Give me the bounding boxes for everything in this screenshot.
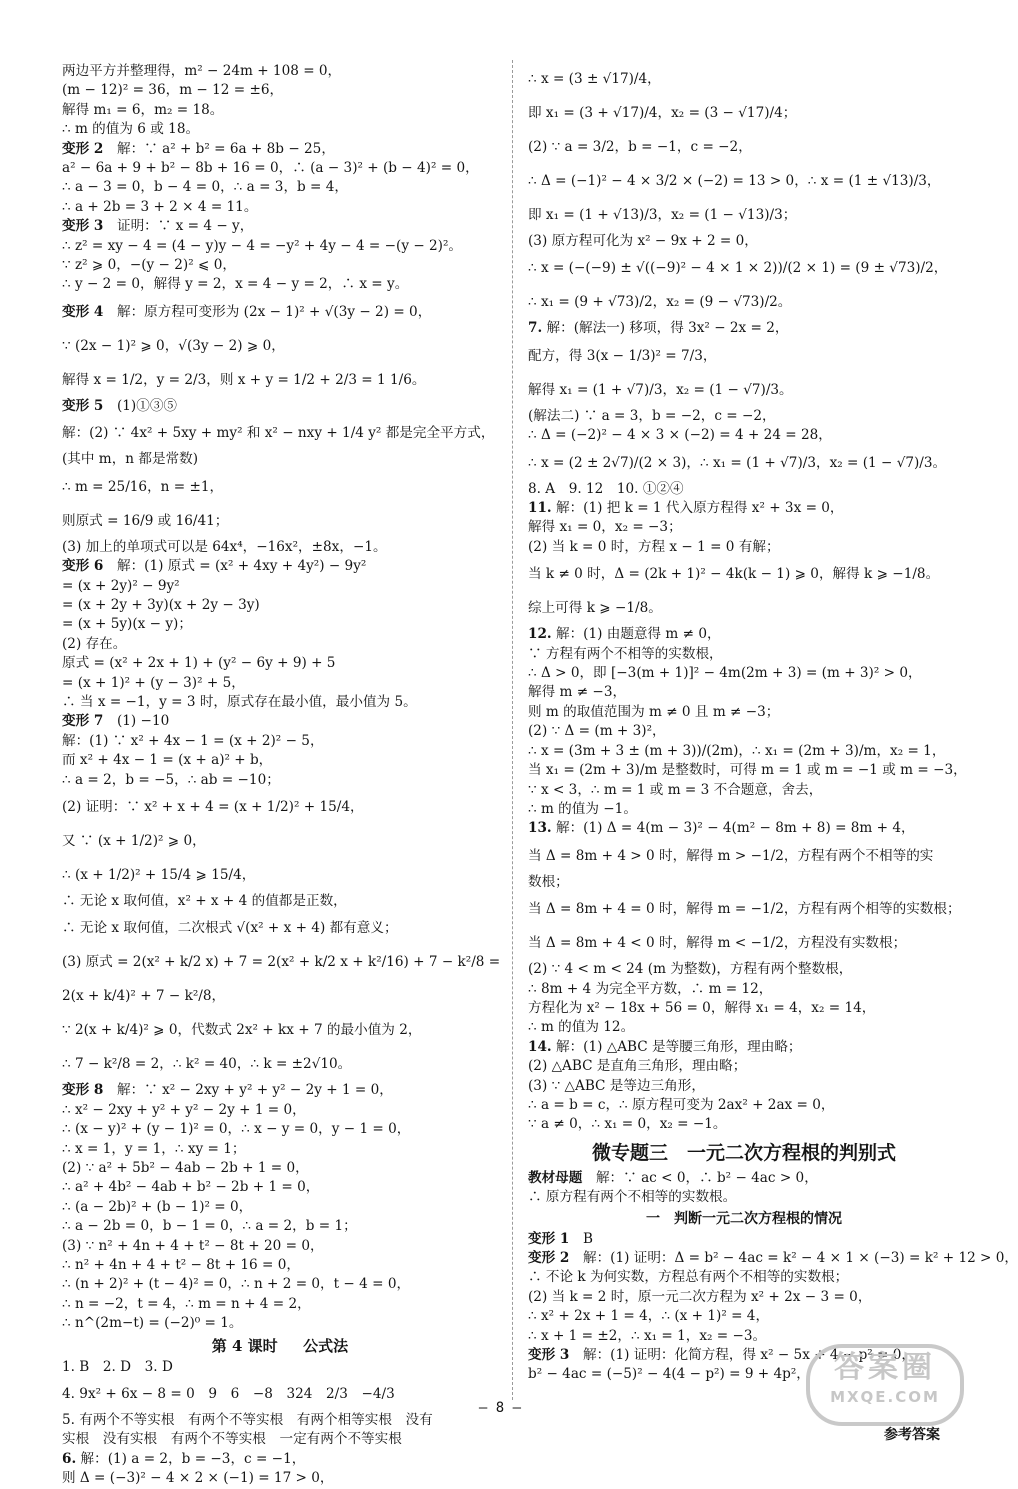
answer-line: (2) 证明：∵ x² + x + 4 = (x + 1/2)² + 15/4， xyxy=(62,798,364,815)
answer-line: ∴ Δ = (−1)² − 4 × 3/2 × (−2) = 13 > 0，∴ x = (1 ± √13)/3， xyxy=(528,173,941,189)
answer-line: ∵ 2(x + k/4)² ⩾ 0，代数式 2x² + kx + 7 的最小值为 2， xyxy=(62,1022,422,1039)
answer-line: ∴ a − 3 = 0，b − 4 = 0，∴ a = 3，b = 4， xyxy=(62,179,349,196)
answer-line: (2) ∵ 4 < m < 24 (m 为整数)，方程有两个整数根， xyxy=(528,961,853,978)
item-label: 变形 3 xyxy=(528,1347,570,1364)
answer-line: ∴ a + 2b = 3 + 2 × 4 = 11。 xyxy=(62,198,258,215)
answer-line: ∴ m = 25/16，n = ±1， xyxy=(62,478,224,495)
answer-line: 变形 6 解：(1) 原式 = (x² + 4xy + 4y²) − 9y² xyxy=(62,558,367,575)
answer-line: (3) ∵ n² + 4n + 4 + t² − 8t + 20 = 0， xyxy=(62,1237,324,1254)
answer-line: 8. A 9. 12 10. ①②④ xyxy=(528,480,684,497)
answer-line: 当 x₁ = (2m + 3)/m 是整数时，可得 m = 1 或 m = −1 或 m = −3， xyxy=(528,762,967,779)
answer-line: 则原式 = 16/9 或 16/41； xyxy=(62,512,229,529)
answer-line: (其中 m，n 都是常数) xyxy=(62,451,199,468)
answer-line: ∴ (x + 1/2)² + 15/4 ⩾ 15/4， xyxy=(62,866,256,883)
answer-line: 方程化为 x² − 18x + 56 = 0，解得 x₁ = 4，x₂ = 14， xyxy=(528,999,876,1016)
item-label: 变形 6 xyxy=(62,558,104,575)
item-label: 变形 7 xyxy=(62,713,104,730)
answer-line: (2) △ABC 是直角三角形，理由略； xyxy=(528,1058,747,1075)
item-label: 6. xyxy=(62,1450,77,1467)
item-label: 7. xyxy=(528,320,543,337)
answer-line: ∴ 无论 x 取何值，二次根式 √(x² + x + 4) 都有意义； xyxy=(62,920,398,937)
answer-line: 即 x₁ = (1 + √13)/3，x₂ = (1 − √13)/3； xyxy=(528,207,797,223)
answer-line: ∵ (2x − 1)² ⩾ 0，√(3y − 2) ⩾ 0， xyxy=(62,337,285,354)
answer-line: ∴ a = b = c，∴ 原方程可变为 2ax² + 2ax = 0， xyxy=(528,1096,835,1113)
answer-line: 1. B 2. D 3. D xyxy=(62,1358,173,1375)
item-label: 变形 8 xyxy=(62,1082,104,1099)
answer-line: ∴ m 的值为 12。 xyxy=(528,1019,635,1036)
answer-line: (解法二) ∵ a = 3，b = −2，c = −2， xyxy=(528,407,776,424)
answer-line: ∴ n^(2m−t) = (−2)⁰ = 1。 xyxy=(62,1315,243,1332)
answer-line: 变形 7 (1) −10 xyxy=(62,713,170,730)
answer-line: (2) ∵ Δ = (m + 3)²， xyxy=(528,723,666,740)
column-divider xyxy=(512,60,513,1400)
answer-line: 解得 x₁ = (1 + √7)/3，x₂ = (1 − √7)/3。 xyxy=(528,381,793,398)
left-column xyxy=(62,62,501,1489)
answer-line: (2) ∵ a = 3/2，b = −1，c = −2， xyxy=(528,139,752,155)
answer-line: 变形 3 证明：∵ x = 4 − y， xyxy=(62,218,254,235)
item-label: 变形 4 xyxy=(62,303,104,320)
section-subtitle: 一 判断一元二次方程根的情况 xyxy=(646,1210,842,1227)
answer-line: 2(x + k/4)² + 7 − k²/8， xyxy=(62,988,226,1005)
answer-line: 又 ∵ (x + 1/2)² ⩾ 0， xyxy=(62,832,206,849)
answer-line: ∴ (n + 2)² + (t − 4)² = 0，∴ n + 2 = 0，t − 4 = 0， xyxy=(62,1276,411,1293)
answer-line: ∵ a ≠ 0，∴ x₁ = 0，x₂ = −1。 xyxy=(528,1116,727,1133)
answer-line: (3) 原式 = 2(x² + k/2 x) + 7 = 2(x² + k/2 x + k²/16) + 7 − k²/8 = xyxy=(62,954,501,971)
answer-line: 5. 有两个不等实根 有两个不等实根 有两个相等实根 没有 xyxy=(62,1412,433,1429)
answer-line: (2) 存在。 xyxy=(62,635,127,652)
answer-line: ∴ 8m + 4 为完全平方数，∴ m = 12， xyxy=(528,980,773,997)
answer-line: 12. 解：(1) 由题意得 m ≠ 0， xyxy=(528,626,721,643)
answer-line: ∴ x = 1，y = 1，∴ xy = 1； xyxy=(62,1140,246,1157)
answer-line: 变形 5 (1)①③⑤ xyxy=(62,397,178,414)
answer-line: 解：(1) ∵ x² + 4x − 1 = (x + 2)² − 5， xyxy=(62,732,324,749)
answer-line: ∴ 原方程有两个不相等的实数根。 xyxy=(528,1189,737,1206)
answer-line: ∴ (x − y)² + (y − 1)² = 0，∴ x − y = 0，y − 1 = 0， xyxy=(62,1121,411,1138)
section-intro-block xyxy=(528,1169,960,1208)
answer-line: (2) 当 k = 0 时，方程 x − 1 = 0 有解； xyxy=(528,538,780,555)
answer-line: ∴ 当 x = −1，y = 3 时，原式存在最小值，最小值为 5。 xyxy=(62,693,417,710)
answer-line: 变形 2 解：(1) 证明：Δ = b² − 4ac = k² − 4 × 1 × (−3) = k² + 12 > 0， xyxy=(528,1250,1018,1266)
item-label: 14. xyxy=(528,1038,552,1055)
answer-line: ∴ n² + 4n + 4 + t² − 8t + 16 = 0， xyxy=(62,1257,300,1274)
answer-line: ∴ x = (2 ± 2√7)/(2 × 3)，∴ x₁ = (1 + √7)/3，x₂ = (1 − √7)/3。 xyxy=(528,454,947,471)
item-label: 11. xyxy=(528,500,552,517)
answer-line: ∴ a − 2b = 0，b − 1 = 0，∴ a = 2，b = 1； xyxy=(62,1218,357,1235)
lesson-heading xyxy=(62,1334,498,1358)
item-label: 变形 2 xyxy=(528,1250,570,1266)
item-label: 12. xyxy=(528,626,552,643)
answer-line: 则 m 的取值范围为 m ≠ 0 且 m ≠ −3； xyxy=(528,703,780,720)
answer-line: a² − 6a + 9 + b² − 8b + 16 = 0，∴ (a − 3)² + (b − 4)² = 0， xyxy=(62,160,479,177)
answer-line: (2) 当 k = 2 时，原一元二次方程为 x² + 2x − 3 = 0， xyxy=(528,1288,872,1305)
answer-line: ∴ 无论 x 取何值，x² + x + 4 的值都是正数， xyxy=(62,892,347,909)
answer-line: ∴ m 的值为 6 或 18。 xyxy=(62,121,200,138)
answer-line: ∵ x < 3，∴ m = 1 或 m = 3 不合题意，舍去， xyxy=(528,781,823,798)
page-number: — 8 — xyxy=(478,1400,522,1416)
answer-line: ∴ y − 2 = 0，解得 y = 2，x = 4 − y = 2，∴ x = y。 xyxy=(62,276,409,293)
answer-line: 解得 x₁ = 0，x₂ = −3； xyxy=(528,519,682,536)
answer-line: 当 Δ = 8m + 4 = 0 时，解得 m = −1/2，方程有两个相等的实数根； xyxy=(528,901,961,918)
answer-line: 变形 1 B xyxy=(528,1230,593,1247)
watermark-logo xyxy=(806,1344,964,1426)
answer-line: 则 Δ = (−3)² − 4 × 2 × (−1) = 17 > 0， xyxy=(62,1470,334,1487)
answer-line: 变形 8 解：∵ x² − 2xy + y² + y² − 2y + 1 = 0， xyxy=(62,1082,393,1099)
answer-line: 13. 解：(1) Δ = 4(m − 3)² − 4(m² − 8m + 8) = 8m + 4， xyxy=(528,820,915,837)
answer-line: ∴ x = (3m + 3 ± (m + 3))/(2m)，∴ x₁ = (2m + 3)/m，x₂ = 1， xyxy=(528,742,946,759)
answer-line: ∴ z² = xy − 4 = (4 − y)y − 4 = −y² + 4y − 4 = −(y − 2)²。 xyxy=(62,237,463,254)
answer-line: (3) 加上的单项式可以是 64x⁴，−16x²，±8x，−1。 xyxy=(62,538,387,555)
right-text-block xyxy=(528,62,967,1135)
answer-line: 原式 = (x² + 2x + 1) + (y² − 6y + 9) + 5 xyxy=(62,655,336,672)
left-text-block xyxy=(62,62,501,1334)
answer-line: = (x + 2y + 3y)(x + 2y − 3y) xyxy=(62,596,260,613)
answer-line: 变形 4 解：原方程可变形为 (2x − 1)² + √(3y − 2) = 0， xyxy=(62,303,432,320)
answer-line: ∴ x = (−(−9) ± √((−9)² − 4 × 1 × 2))/(2 × 1) = (9 ± √73)/2， xyxy=(528,260,948,277)
answer-line: = (x + 2y)² − 9y² xyxy=(62,577,180,594)
answer-line: 11. 解：(1) 把 k = 1 代入原方程得 x² + 3x = 0， xyxy=(528,500,844,517)
footer-tag: 参考答案 xyxy=(884,1427,940,1443)
answer-line: 解：(2) ∵ 4x² + 5xy + my² 和 x² − nxy + 1/4 y² 都是完全平方式， xyxy=(62,425,495,442)
item-label: 13. xyxy=(528,820,552,837)
answer-line: (3) ∵ △ABC 是等边三角形， xyxy=(528,1077,705,1094)
answer-line: 解得 x = 1/2，y = 2/3，则 x + y = 1/2 + 2/3 = 1 1/6。 xyxy=(62,371,426,388)
answer-line: = (x + 1)² + (y − 3)² + 5， xyxy=(62,674,245,691)
lesson-answers-block xyxy=(62,1358,498,1489)
answer-line: 6. 解：(1) a = 2，b = −3，c = −1， xyxy=(62,1450,306,1467)
answer-line: ∴ a = 2，b = −5，∴ ab = −10； xyxy=(62,771,280,788)
answer-line: 当 k ≠ 0 时，Δ = (2k + 1)² − 4k(k − 1) ⩾ 0，解得 k ⩾ −1/8。 xyxy=(528,566,940,583)
answer-line: ∴ a² + 4b² − 4ab + b² − 2b + 1 = 0， xyxy=(62,1179,320,1196)
answer-line: 教材母题 解：∵ ac < 0，∴ b² − 4ac > 0， xyxy=(528,1169,818,1186)
answer-line: 综上可得 k ⩾ −1/8。 xyxy=(528,600,662,617)
answer-line: 数根； xyxy=(528,873,569,890)
answer-line: ∴ x² + 2x + 1 = 4，∴ (x + 1)² = 4， xyxy=(528,1308,770,1325)
answer-line: 变形 2 解：∵ a² + b² = 6a + 8b − 25， xyxy=(62,140,335,157)
item-label: 教材母题 xyxy=(528,1169,583,1186)
answer-line: (2) ∵ a² + 5b² − 4ab − 2b + 1 = 0， xyxy=(62,1160,309,1176)
item-label: 变形 2 xyxy=(62,140,104,157)
answer-line: ∴ m 的值为 −1。 xyxy=(528,800,637,817)
right-column xyxy=(528,62,1018,1385)
answer-line: ∴ n = −2，t = 4，∴ m = n + 4 = 2， xyxy=(62,1295,311,1312)
lesson-number: 第 4 课时 xyxy=(211,1336,278,1355)
answer-line: b² − 4ac = (−5)² − 4(4 − p²) = 9 + 4p²， xyxy=(528,1366,810,1383)
answer-line: 14. 解：(1) △ABC 是等腰三角形，理由略； xyxy=(528,1038,802,1055)
answer-line: (3) 原方程可化为 x² − 9x + 2 = 0， xyxy=(528,233,758,249)
answer-line: ∵ 方程有两个不相等的实数根， xyxy=(528,645,723,662)
answer-line: ∵ z² ⩾ 0，−(y − 2)² ⩽ 0， xyxy=(62,257,236,274)
item-label: 变形 3 xyxy=(62,218,104,235)
answer-line: 两边平方并整理得，m² − 24m + 108 = 0， xyxy=(62,63,342,79)
answer-line: ∴ x = (3 ± √17)/4， xyxy=(528,71,661,87)
section-title: 微专题三 一元二次方程根的判别式 xyxy=(591,1141,896,1164)
item-label: 变形 1 xyxy=(528,1230,570,1247)
answer-line: ∴ 7 − k²/8 = 2，∴ k² = 40，∴ k = ±2√10。 xyxy=(62,1056,352,1073)
answer-line: ∴ Δ > 0，即 [−3(m + 1)]² − 4m(2m + 3) = (m + 3)² > 0， xyxy=(528,665,922,682)
answer-line: ∴ 不论 k 为何实数，方程总有两个不相等的实数根； xyxy=(528,1269,849,1286)
answer-line: 实根 没有实根 有两个不等实根 一定有两个不等实根 xyxy=(62,1431,402,1448)
answer-line: 解得 m ≠ −3， xyxy=(528,684,627,701)
answer-line: 7. 解：(解法一) 移项，得 3x² − 2x = 2， xyxy=(528,320,789,337)
watermark-main: 答案圈 xyxy=(834,1350,936,1385)
answer-line: 当 Δ = 8m + 4 < 0 时，解得 m < −1/2，方程没有实数根； xyxy=(528,935,907,952)
answer-line: (m − 12)² = 36，m − 12 = ±6， xyxy=(62,82,284,99)
answer-line: 即 x₁ = (3 + √17)/4，x₂ = (3 − √17)/4； xyxy=(528,105,797,121)
answer-line: 当 Δ = 8m + 4 > 0 时，解得 m > −1/2，方程有两个不相等的实 xyxy=(528,847,934,864)
lesson-name: 公式法 xyxy=(303,1336,349,1355)
answer-line: ∴ x² − 2xy + y² + y² − 2y + 1 = 0， xyxy=(62,1101,306,1118)
answer-line: = (x + 5y)(x − y)； xyxy=(62,616,192,633)
answer-line: 配方，得 3(x − 1/3)² = 7/3， xyxy=(528,347,717,364)
watermark-sub: MXQE.COM xyxy=(830,1388,940,1406)
answer-line: 而 x² + 4x − 1 = (x + a)² + b， xyxy=(62,752,273,769)
answer-line: 4. 9x² + 6x − 8 = 0 9 6 −8 324 2/3 −4/3 xyxy=(62,1386,395,1403)
answer-line: 变形 3 解：(1) 证明：化简方程，得 x² − 5x + 4 − p² = 0， xyxy=(528,1347,916,1364)
answer-line: ∴ Δ = (−2)² − 4 × 3 × (−2) = 4 + 24 = 28， xyxy=(528,427,832,444)
item-label: 变形 5 xyxy=(62,397,104,414)
answer-line: 解得 m₁ = 6，m₂ = 18。 xyxy=(62,101,224,118)
answer-line: ∴ x + 1 = ±2，∴ x₁ = 1，x₂ = −3。 xyxy=(528,1327,767,1344)
answer-line: ∴ x₁ = (9 + √73)/2，x₂ = (9 − √73)/2。 xyxy=(528,294,792,311)
answer-line: ∴ (a − 2b)² + (b − 1)² = 0， xyxy=(62,1198,253,1215)
